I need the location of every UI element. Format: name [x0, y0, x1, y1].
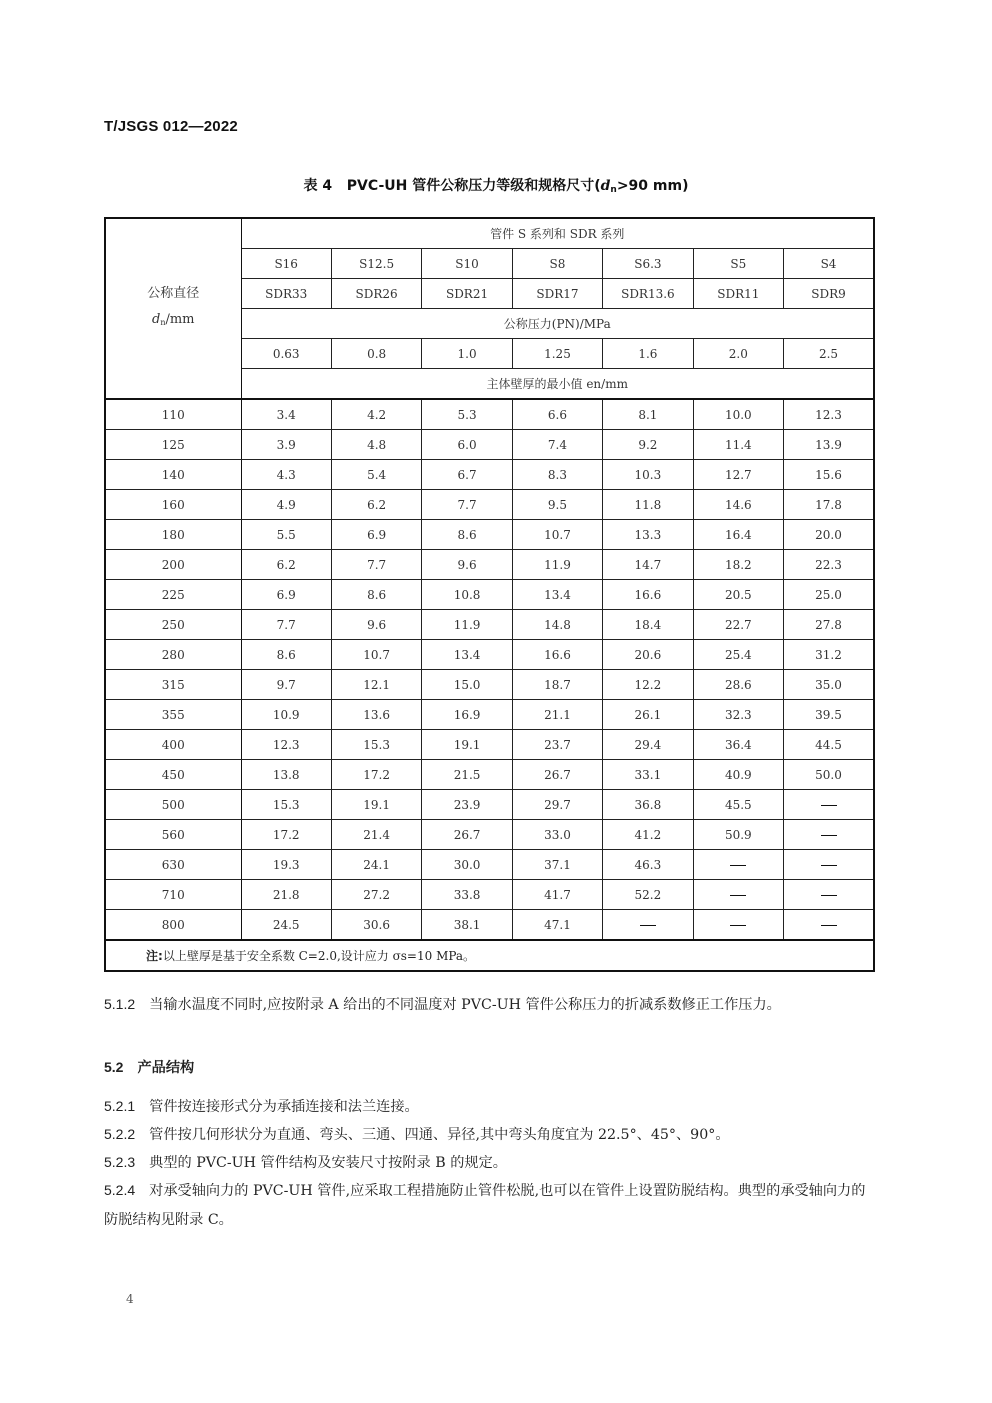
- wall-thickness-cell: 12.2: [603, 670, 693, 700]
- pressure-header: 公称压力(PN)/MPa: [241, 309, 874, 339]
- wall-thickness-cell: 41.7: [512, 880, 602, 910]
- dash-mark: [730, 925, 746, 926]
- spec-table: [104, 217, 875, 972]
- diameter-cell: 180: [105, 520, 241, 550]
- section-text: 当输水温度不同时,应按附录 A 给出的不同温度对 PVC-UH 管件公称压力的折减系数修正工作压力。: [149, 997, 781, 1013]
- table-row: [105, 820, 874, 850]
- wall-thickness-cell: 6.9: [331, 520, 421, 550]
- s-series-cell: S12.5: [331, 249, 421, 279]
- wall-thickness-cell: 41.2: [603, 820, 693, 850]
- wall-thickness-cell: 23.9: [422, 790, 512, 820]
- wall-thickness-cell: 16.6: [603, 580, 693, 610]
- standard-code: T/JSGS 012—2022: [104, 118, 238, 135]
- wall-thickness-cell: 10.7: [512, 520, 602, 550]
- diameter-cell: 450: [105, 760, 241, 790]
- wall-thickness-cell: 13.8: [241, 760, 331, 790]
- section-heading: [104, 1053, 876, 1083]
- wall-thickness-cell: 20.5: [693, 580, 783, 610]
- section-paragraph: [104, 1176, 876, 1235]
- s-series-cell: S8: [512, 249, 602, 279]
- section-number: 5.2.4: [104, 1182, 136, 1198]
- wall-thickness-cell: 47.1: [512, 910, 602, 941]
- wall-thickness-cell: 22.3: [784, 550, 874, 580]
- wall-thickness-cell: 18.2: [693, 550, 783, 580]
- wall-thickness-cell: 44.5: [784, 730, 874, 760]
- table-row: [105, 490, 874, 520]
- pressure-cell: 2.5: [784, 339, 874, 369]
- table-row: [105, 399, 874, 430]
- wall-thickness-cell: 8.6: [331, 580, 421, 610]
- wall-thickness-cell: 7.7: [422, 490, 512, 520]
- not-applicable-cell: [693, 850, 783, 880]
- section-text: 产品结构: [137, 1060, 195, 1076]
- dash-mark: [730, 865, 746, 866]
- wall-thickness-cell: 7.7: [241, 610, 331, 640]
- note-label: 注:: [146, 949, 163, 963]
- wall-thickness-cell: 12.1: [331, 670, 421, 700]
- diameter-cell: 125: [105, 430, 241, 460]
- page-number: 4: [126, 1292, 134, 1306]
- section-text: 管件按连接形式分为承插连接和法兰连接。: [149, 1099, 419, 1115]
- wall-thickness-cell: 6.6: [512, 399, 602, 430]
- wall-thickness-cell: 6.0: [422, 430, 512, 460]
- table-row: [105, 760, 874, 790]
- not-applicable-cell: [693, 910, 783, 941]
- wall-thickness-cell: 31.2: [784, 640, 874, 670]
- pressure-cell: 1.25: [512, 339, 602, 369]
- wall-thickness-cell: 14.7: [603, 550, 693, 580]
- wall-thickness-cell: 19.3: [241, 850, 331, 880]
- dash-mark: [640, 925, 656, 926]
- wall-thickness-cell: 38.1: [422, 910, 512, 941]
- table-note: [105, 940, 874, 971]
- wall-thickness-cell: 25.0: [784, 580, 874, 610]
- section-paragraph: [104, 1120, 876, 1150]
- wall-thickness-cell: 13.4: [512, 580, 602, 610]
- wall-thickness-cell: 52.2: [603, 880, 693, 910]
- table-row: [105, 910, 874, 941]
- table-title-prefix: 表 4: [303, 178, 333, 194]
- not-applicable-cell: [784, 910, 874, 941]
- wall-thickness-cell: 5.5: [241, 520, 331, 550]
- wall-thickness-cell: 30.6: [331, 910, 421, 941]
- wall-thickness-cell: 15.0: [422, 670, 512, 700]
- sdr-series-cell: SDR17: [512, 279, 602, 309]
- wall-thickness-cell: 9.6: [331, 610, 421, 640]
- dash-mark: [730, 895, 746, 896]
- sdr-series-cell: SDR26: [331, 279, 421, 309]
- wall-thickness-cell: 6.7: [422, 460, 512, 490]
- not-applicable-cell: [784, 850, 874, 880]
- wall-thickness-cell: 6.2: [241, 550, 331, 580]
- header-row-series: [105, 218, 874, 249]
- wall-thickness-cell: 29.4: [603, 730, 693, 760]
- wall-thickness-cell: 33.1: [603, 760, 693, 790]
- wall-thickness-cell: 36.4: [693, 730, 783, 760]
- wall-thickness-cell: 27.8: [784, 610, 874, 640]
- dash-mark: [821, 925, 837, 926]
- series-header: 管件 S 系列和 SDR 系列: [241, 218, 874, 249]
- sdr-series-cell: SDR33: [241, 279, 331, 309]
- wall-thickness-cell: 7.4: [512, 430, 602, 460]
- wall-thickness-cell: 11.8: [603, 490, 693, 520]
- table-row: [105, 670, 874, 700]
- s-series-cell: S6.3: [603, 249, 693, 279]
- wall-thickness-cell: 26.7: [512, 760, 602, 790]
- wall-thickness-cell: 11.9: [422, 610, 512, 640]
- section-number: 5.2.3: [104, 1154, 136, 1170]
- diameter-cell: 110: [105, 399, 241, 430]
- diameter-cell: 355: [105, 700, 241, 730]
- not-applicable-cell: [784, 820, 874, 850]
- wall-thickness-cell: 20.6: [603, 640, 693, 670]
- pressure-cell: 1.0: [422, 339, 512, 369]
- wall-thickness-cell: 35.0: [784, 670, 874, 700]
- diameter-cell: 225: [105, 580, 241, 610]
- wall-thickness-cell: 14.8: [512, 610, 602, 640]
- wall-thickness-cell: 13.9: [784, 430, 874, 460]
- wall-thickness-cell: 17.8: [784, 490, 874, 520]
- wall-thickness-cell: 12.7: [693, 460, 783, 490]
- wall-thickness-cell: 46.3: [603, 850, 693, 880]
- table-title-suffix: >90 mm): [616, 178, 689, 194]
- wall-thickness-cell: 33.0: [512, 820, 602, 850]
- wall-thickness-cell: 8.6: [241, 640, 331, 670]
- note-text: 以上壁厚是基于安全系数 C=2.0,设计应力 σs=10 MPa。: [162, 949, 476, 963]
- wall-thickness-cell: 12.3: [784, 399, 874, 430]
- wall-thickness-cell: 16.9: [422, 700, 512, 730]
- wall-thickness-cell: 26.1: [603, 700, 693, 730]
- table-row: [105, 640, 874, 670]
- section-paragraph: [104, 1092, 876, 1122]
- wall-thickness-cell: 24.5: [241, 910, 331, 941]
- wall-thickness-cell: 8.1: [603, 399, 693, 430]
- wall-thickness-cell: 4.8: [331, 430, 421, 460]
- sdr-series-cell: SDR13.6: [603, 279, 693, 309]
- diameter-cell: 250: [105, 610, 241, 640]
- sdr-series-cell: SDR9: [784, 279, 874, 309]
- sdr-series-cell: SDR21: [422, 279, 512, 309]
- table-title-var: d: [600, 178, 611, 194]
- wall-thickness-cell: 23.7: [512, 730, 602, 760]
- section-number: 5.2.2: [104, 1126, 136, 1142]
- pressure-cell: 0.8: [331, 339, 421, 369]
- not-applicable-cell: [784, 790, 874, 820]
- wall-thickness-cell: 10.3: [603, 460, 693, 490]
- wall-thickness-cell: 15.3: [331, 730, 421, 760]
- diameter-cell: 315: [105, 670, 241, 700]
- wall-thickness-cell: 6.9: [241, 580, 331, 610]
- wall-thickness-cell: 30.0: [422, 850, 512, 880]
- diameter-cell: 400: [105, 730, 241, 760]
- wall-thickness-cell: 15.3: [241, 790, 331, 820]
- wall-thickness-cell: 24.1: [331, 850, 421, 880]
- wall-thickness-cell: 28.6: [693, 670, 783, 700]
- wall-thickness-cell: 8.6: [422, 520, 512, 550]
- wall-thickness-cell: 16.6: [512, 640, 602, 670]
- wall-thickness-cell: 4.2: [331, 399, 421, 430]
- section-text: 对承受轴向力的 PVC-UH 管件,应采取工程措施防止管件松脱,也可以在管件上设置防脱结构。典型的承受轴向力的防脱结构见附录 C。: [104, 1183, 866, 1228]
- diameter-cell: 500: [105, 790, 241, 820]
- diameter-header-unit: $d_n/mm$: [151, 312, 195, 327]
- table-row: [105, 790, 874, 820]
- wall-thickness-cell: 21.8: [241, 880, 331, 910]
- wall-thickness-cell: 5.3: [422, 399, 512, 430]
- wall-thickness-cell: 12.3: [241, 730, 331, 760]
- wall-thickness-cell: 18.7: [512, 670, 602, 700]
- wall-thickness-cell: 39.5: [784, 700, 874, 730]
- wall-thickness-cell: 16.4: [693, 520, 783, 550]
- table-row: [105, 610, 874, 640]
- table-title-sub: n: [610, 185, 617, 195]
- not-applicable-cell: [693, 880, 783, 910]
- diameter-cell: 630: [105, 850, 241, 880]
- wall-thickness-cell: 33.8: [422, 880, 512, 910]
- wall-thickness-cell: 6.2: [331, 490, 421, 520]
- table-row: [105, 880, 874, 910]
- dash-mark: [821, 895, 837, 896]
- not-applicable-cell: [784, 880, 874, 910]
- pressure-cell: 1.6: [603, 339, 693, 369]
- wall-thickness-cell: 17.2: [331, 760, 421, 790]
- wall-thickness-cell: 21.1: [512, 700, 602, 730]
- wall-thickness-cell: 19.1: [331, 790, 421, 820]
- wall-thickness-cell: 13.6: [331, 700, 421, 730]
- table-row: [105, 700, 874, 730]
- wall-thickness-cell: 15.6: [784, 460, 874, 490]
- section-paragraph: [104, 1148, 876, 1178]
- wall-thickness-cell: 32.3: [693, 700, 783, 730]
- diameter-cell: 140: [105, 460, 241, 490]
- section-number: 5.2: [104, 1059, 124, 1075]
- wall-thickness-cell: 7.7: [331, 550, 421, 580]
- wall-thickness-cell: 45.5: [693, 790, 783, 820]
- table-title-main: PVC-UH 管件公称压力等级和规格尺寸(: [346, 178, 601, 194]
- dash-mark: [821, 805, 837, 806]
- diameter-cell: 710: [105, 880, 241, 910]
- wall-thickness-cell: 4.3: [241, 460, 331, 490]
- table-row: [105, 460, 874, 490]
- dash-mark: [821, 835, 837, 836]
- diameter-header-label: 公称直径: [147, 286, 200, 301]
- wall-thickness-cell: 17.2: [241, 820, 331, 850]
- wall-thickness-cell: 9.5: [512, 490, 602, 520]
- table-row: [105, 730, 874, 760]
- wall-thickness-cell: 36.8: [603, 790, 693, 820]
- table-row: [105, 550, 874, 580]
- wall-thickness-cell: 25.4: [693, 640, 783, 670]
- wall-thickness-cell: 20.0: [784, 520, 874, 550]
- s-series-cell: S10: [422, 249, 512, 279]
- wall-thickness-cell: 50.9: [693, 820, 783, 850]
- wall-thickness-cell: 14.6: [693, 490, 783, 520]
- diameter-cell: 280: [105, 640, 241, 670]
- wall-thickness-cell: 40.9: [693, 760, 783, 790]
- table-row: [105, 580, 874, 610]
- wall-thickness-cell: 10.8: [422, 580, 512, 610]
- wall-thickness-cell: 21.5: [422, 760, 512, 790]
- table-row: [105, 430, 874, 460]
- wall-thickness-cell: 37.1: [512, 850, 602, 880]
- diameter-cell: 160: [105, 490, 241, 520]
- diameter-cell: 800: [105, 910, 241, 941]
- pressure-cell: 2.0: [693, 339, 783, 369]
- wall-thickness-cell: 9.6: [422, 550, 512, 580]
- wall-thickness-cell: 13.3: [603, 520, 693, 550]
- diameter-cell: 200: [105, 550, 241, 580]
- dash-mark: [821, 865, 837, 866]
- note-row: [105, 940, 874, 971]
- wall-thickness-cell: 27.2: [331, 880, 421, 910]
- section-number: 5.2.1: [104, 1098, 136, 1114]
- wall-thickness-cell: 22.7: [693, 610, 783, 640]
- section-paragraph: [104, 990, 876, 1020]
- wall-thickness-cell: 8.3: [512, 460, 602, 490]
- wall-thickness-cell: 50.0: [784, 760, 874, 790]
- sdr-series-cell: SDR11: [693, 279, 783, 309]
- s-series-cell: S16: [241, 249, 331, 279]
- wall-thickness-cell: 3.9: [241, 430, 331, 460]
- wall-thickness-cell: 5.4: [331, 460, 421, 490]
- diameter-header: [105, 218, 241, 399]
- wall-thickness-cell: 26.7: [422, 820, 512, 850]
- table-title: [0, 175, 992, 195]
- table-row: [105, 520, 874, 550]
- section-text: 管件按几何形状分为直通、弯头、三通、四通、异径,其中弯头角度宜为 22.5°、45°、90°。: [149, 1127, 730, 1143]
- wall-thickness-cell: 10.7: [331, 640, 421, 670]
- section-text: 典型的 PVC-UH 管件结构及安装尺寸按附录 B 的规定。: [149, 1155, 507, 1171]
- wall-thickness-cell: 3.4: [241, 399, 331, 430]
- wall-thickness-cell: 13.4: [422, 640, 512, 670]
- wall-thickness-cell: 29.7: [512, 790, 602, 820]
- wall-thickness-cell: 10.9: [241, 700, 331, 730]
- wall-thickness-cell: 21.4: [331, 820, 421, 850]
- s-series-cell: S4: [784, 249, 874, 279]
- wall-thickness-cell: 10.0: [693, 399, 783, 430]
- wall-thickness-cell: 9.7: [241, 670, 331, 700]
- wall-thickness-header: 主体壁厚的最小值 en/mm: [241, 369, 874, 400]
- section-number: 5.1.2: [104, 996, 136, 1012]
- pressure-cell: 0.63: [241, 339, 331, 369]
- not-applicable-cell: [603, 910, 693, 941]
- table-row: [105, 850, 874, 880]
- wall-thickness-cell: 18.4: [603, 610, 693, 640]
- wall-thickness-cell: 11.9: [512, 550, 602, 580]
- wall-thickness-cell: 9.2: [603, 430, 693, 460]
- wall-thickness-cell: 4.9: [241, 490, 331, 520]
- s-series-cell: S5: [693, 249, 783, 279]
- wall-thickness-cell: 11.4: [693, 430, 783, 460]
- diameter-cell: 560: [105, 820, 241, 850]
- wall-thickness-cell: 19.1: [422, 730, 512, 760]
